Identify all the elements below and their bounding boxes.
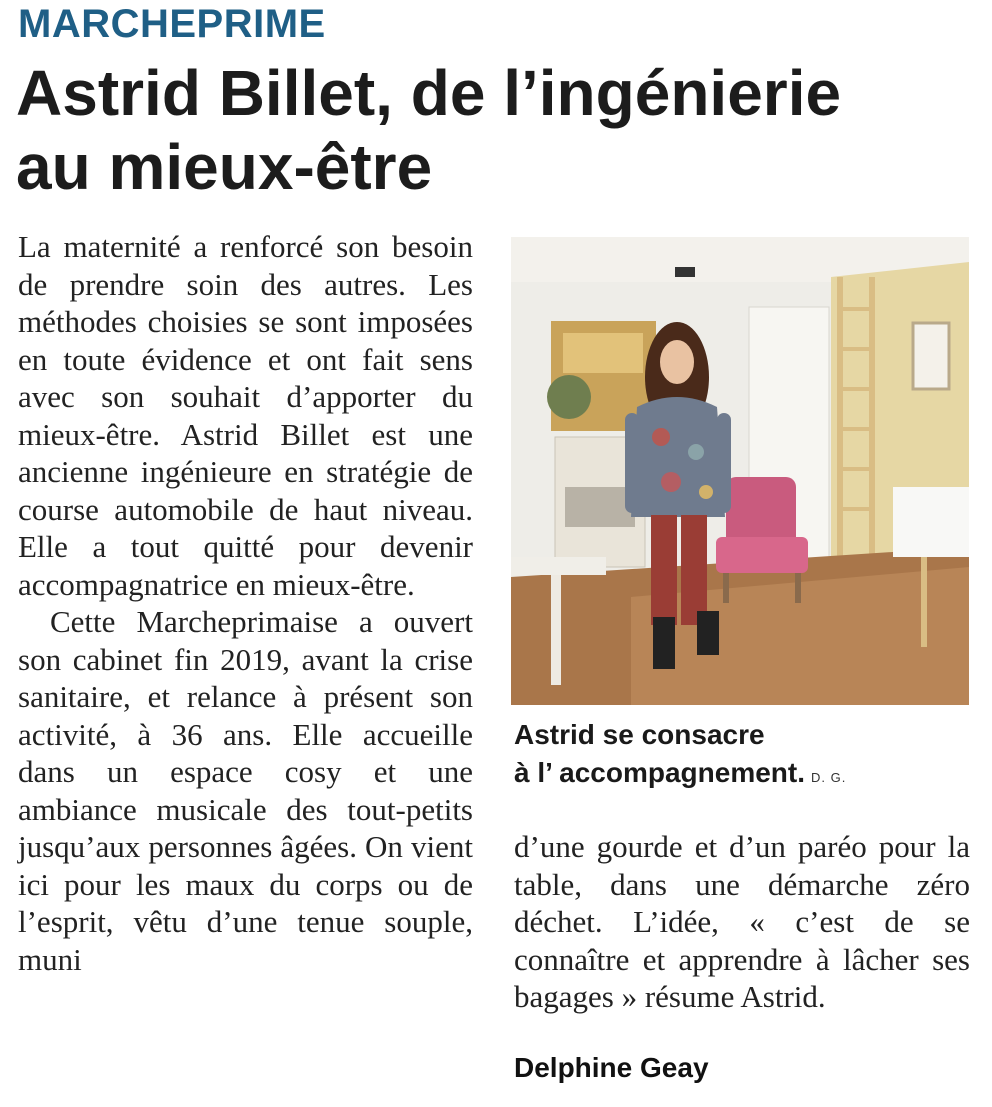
caption-line-2: à l’ accompagnement. [514, 757, 805, 788]
article-body-right-column [514, 828, 970, 1016]
article-headline [16, 56, 976, 204]
paragraph-2: Cette Marcheprimaise a ouvert son cabinet fin 2019, avant la crise sanitaire, et relance à présent son activité, à 36 ans. Elle accueille dans un espace cosy et une ambiance musicale des tout-petits jusqu’aux personnes âgées. On vient ici pour les maux du corps ou de l’esprit, vêtu d’une tenue souple, muni [18, 604, 473, 977]
article-body-left-column [18, 228, 473, 978]
headline-line-2: au mieux-être [16, 131, 433, 203]
photo-caption [514, 716, 974, 797]
caption-line-1: Astrid se consacre [514, 719, 765, 750]
headline-line-1: Astrid Billet, de l’ingénierie [16, 57, 842, 129]
article-photo [511, 237, 969, 705]
paragraph-2-continued: d’une gourde et d’un paréo pour la table, dans une démarche zéro déchet. L’idée, « c’est de se connaître et apprendre à lâcher ses bagages » résume Astrid. [514, 829, 970, 1014]
author-byline: Delphine Geay [514, 1052, 709, 1083]
photo-credit: D. G. [811, 770, 847, 785]
section-kicker: MARCHEPRIME [18, 2, 326, 46]
paragraph-1: La maternité a renforcé son besoin de prendre soin des autres. Les méthodes choisies se sont imposées en toute évidence et ont fait sens avec son souhait d’apporter du mieux-être. Astrid Billet est une ancienne ingénieure en stratégie de course automobile de haut niveau. Elle a tout quitté pour devenir accompagnatrice en mieux-être. [18, 229, 473, 602]
